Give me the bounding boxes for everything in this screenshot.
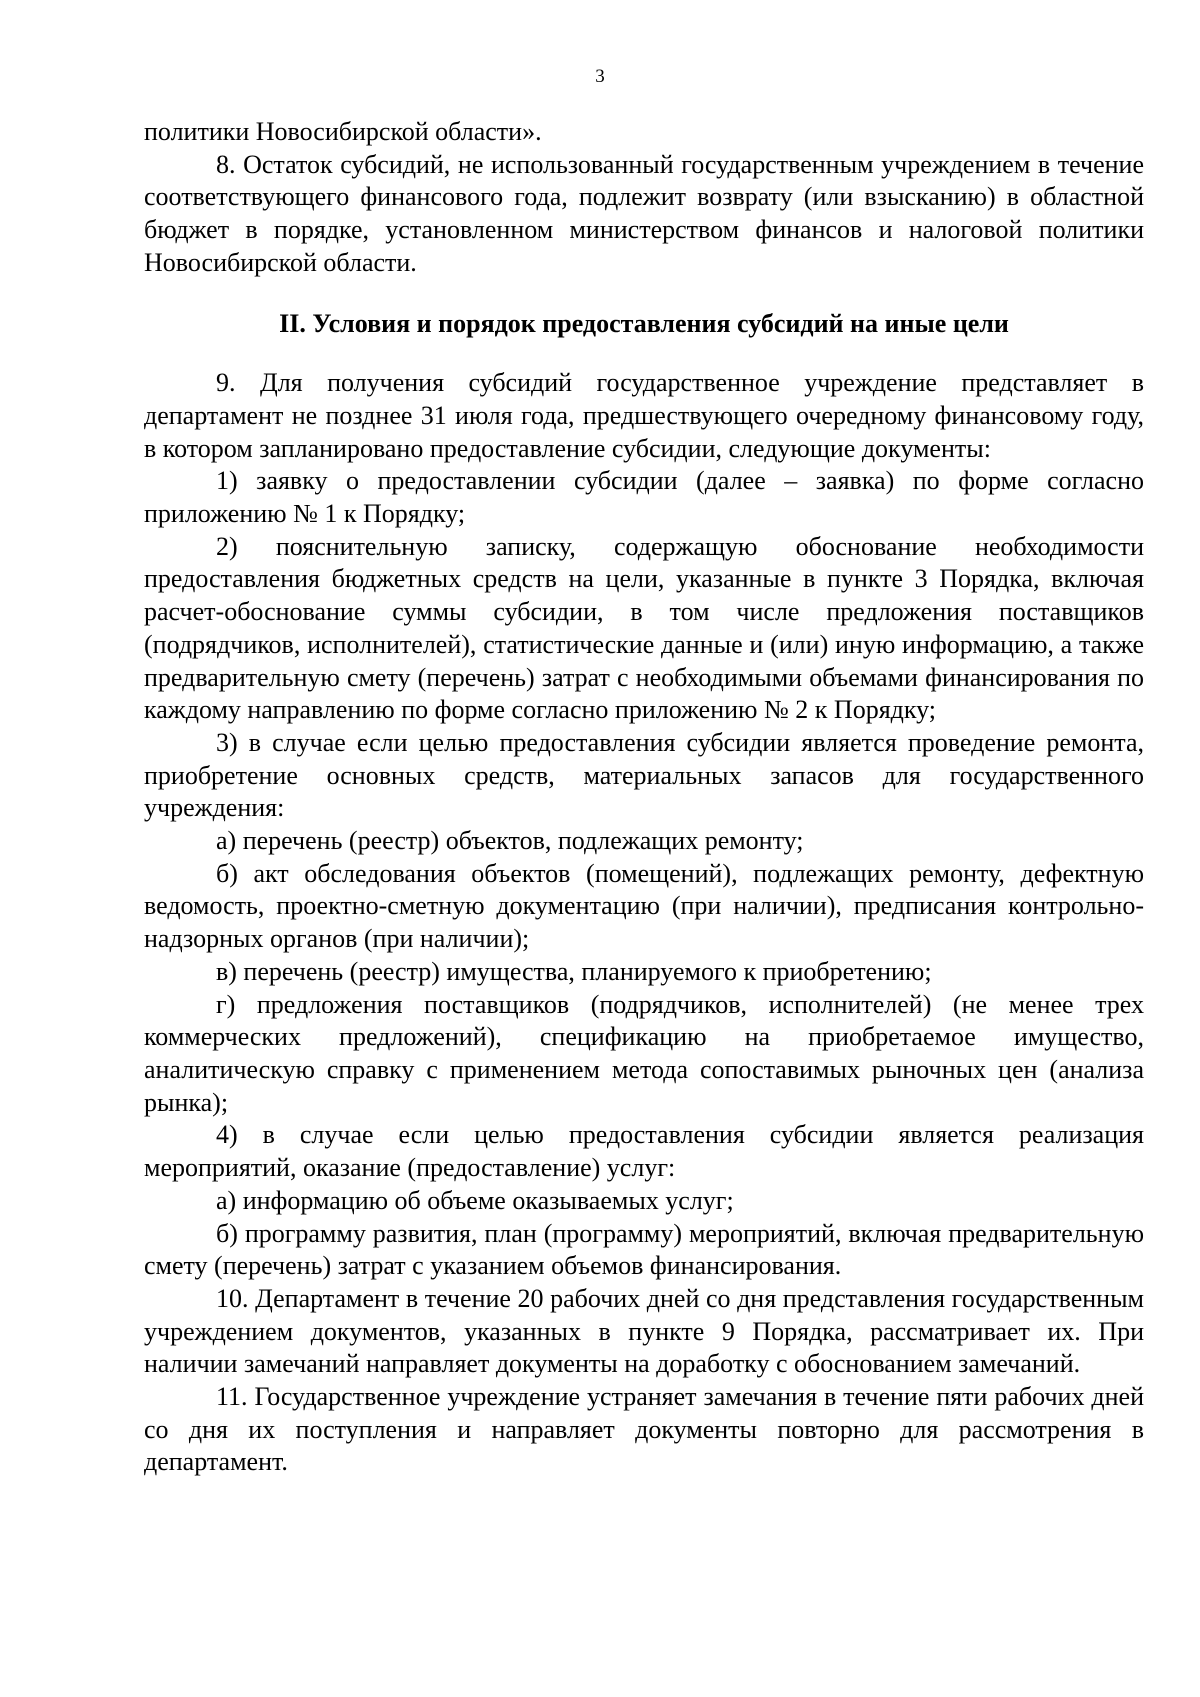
paragraph: а) перечень (реестр) объектов, подлежащих ремонту; [216, 826, 804, 856]
paragraph: в) перечень (реестр) имущества, планируемого к приобретению; [216, 956, 932, 986]
paragraph: 11. Государственное учреждение устраняет замечания в течение пяти рабочих дней со дня их поступления и направляет документы повторно для рассмотрения в департамент. [144, 1382, 1144, 1477]
paragraph: 4) в случае если целью предоставления субсидии является реализация мероприятий, оказание (предоставление) услуг: [144, 1120, 1144, 1183]
paragraph: а) информацию об объеме оказываемых услуг; [216, 1185, 734, 1215]
paragraph: 2) пояснительную записку, содержащую обоснование необходимости предоставления бюджетных средств на цели, указанные в пункте 3 Порядка, включая расчет-обоснование суммы субсидии, в том числе предложения поставщиков (подрядчиков, исполнителей), статистические данные и (или) иную информацию, а также предварительную смету (перечень) затрат с необходимыми объемами финансирования по каждому направлению по форме согласно приложению № 2 к Порядку; [144, 531, 1144, 725]
paragraph: б) программу развития, план (программу) мероприятий, включая предварительную смету (перечень) затрат с указанием объемов финансирования. [144, 1218, 1144, 1281]
paragraph: б) акт обследования объектов (помещений), подлежащих ремонту, дефектную ведомость, проектно-сметную документацию (при наличии), предписания контрольно-надзорных органов (при наличии); [144, 858, 1144, 954]
section-heading: II. Условия и порядок предоставления субсидий на иные цели [279, 308, 1009, 338]
paragraph: 3) в случае если целью предоставления субсидии является проведение ремонта, приобретение основных средств, материальных запасов для государственного учреждения: [144, 727, 1144, 823]
paragraph: 8. Остаток субсидий, не использованный государственным учреждением в течение соответствующего финансового года, подлежит возврату (или взысканию) в областной бюджет в порядке, установленном министерством финансов и налоговой политики Новосибирской области. [144, 149, 1144, 277]
paragraph: г) предложения поставщиков (подрядчиков, исполнителей) (не менее трех коммерческих предложений), спецификацию на приобретаемое имущество, аналитическую справку с применением метода сопоставимых рыночных цен (анализа рынка); [144, 989, 1144, 1117]
paragraph: политики Новосибирской области». [144, 117, 542, 146]
page-number: 3 [595, 66, 605, 87]
paragraph: 10. Департамент в течение 20 рабочих дней со дня представления государственным учреждением документов, указанных в пункте 9 Порядка, рассматривает их. При наличии замечаний направляет документы на доработку с обоснованием замечаний. [144, 1283, 1144, 1379]
paragraph: 1) заявку о предоставлении субсидии (далее – заявка) по форме согласно приложению № 1 к Порядку; [144, 466, 1144, 529]
paragraph: 9. Для получения субсидий государственное учреждение представляет в департамент не позднее 31 июля года, предшествующего очередному финансовому году, в котором запланировано предоставление субсидии, следующие документы: [144, 368, 1144, 463]
document-body [144, 116, 1144, 1479]
